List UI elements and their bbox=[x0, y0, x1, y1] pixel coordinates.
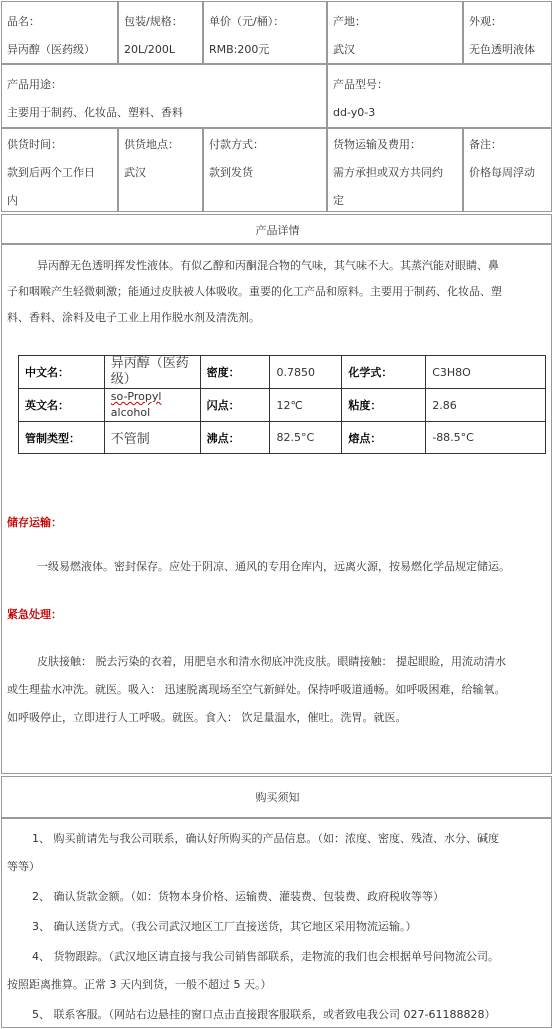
info-value: 武汉 bbox=[333, 43, 355, 56]
info-value: 价格每周浮动 bbox=[469, 166, 535, 179]
prop-key: 中文名： bbox=[19, 356, 105, 389]
emergency-line-1: 皮肤接触： 脱去污染的衣着，用肥皂水和清水彻底冲洗皮肤。眼睛接触： 提起眼睑，用流动清水 bbox=[37, 655, 506, 668]
info-value: 武汉 bbox=[124, 166, 146, 179]
purchase-line: 3、 确认送货方式。（我公司武汉地区工厂直接送货，其它地区采用物流运输。） bbox=[32, 920, 417, 933]
purchase-line: 等等） bbox=[7, 860, 40, 873]
prop-key: 熔点： bbox=[342, 422, 426, 454]
info-cell-model bbox=[327, 64, 552, 128]
intro-line-1: 异丙醇无色透明挥发性液体。有似乙醇和丙酮混合物的气味，其气味不大。其蒸汽能对眼睛、鼻 bbox=[37, 259, 499, 272]
intro-line-2: 子和咽喉产生轻微刺激；能通过皮肤被人体吸收。重要的化工产品和原料。主要用于制药、化妆品、塑 bbox=[7, 285, 502, 298]
emergency-title: 紧急处理： bbox=[7, 608, 62, 621]
purchase-body bbox=[1, 818, 552, 1028]
table-row bbox=[19, 389, 546, 422]
info-cell-supply-time bbox=[1, 128, 118, 212]
info-cell-name bbox=[1, 1, 118, 64]
info-value: dd-y0-3 bbox=[333, 106, 376, 119]
info-value: 20L/200L bbox=[124, 43, 175, 56]
prop-value-line: alcohol bbox=[110, 406, 151, 419]
table-row bbox=[19, 356, 546, 389]
prop-value: 0.7850 bbox=[270, 356, 342, 389]
info-label: 供货时间： bbox=[7, 138, 62, 151]
info-label: 供货地点： bbox=[124, 138, 179, 151]
info-value: 内 bbox=[7, 194, 18, 207]
info-label: 货物运输及费用： bbox=[333, 138, 421, 151]
prop-value-line: 异丙醇（医药 bbox=[110, 356, 189, 371]
info-cell-origin bbox=[327, 1, 463, 64]
info-cell-price bbox=[203, 1, 327, 64]
info-cell-usage bbox=[1, 64, 327, 128]
prop-key: 闪点： bbox=[200, 389, 270, 422]
prop-key: 粘度： bbox=[342, 389, 426, 422]
info-value: 定 bbox=[333, 194, 344, 207]
properties-table bbox=[18, 355, 546, 454]
table-row bbox=[19, 422, 546, 454]
info-label: 外观： bbox=[469, 15, 502, 28]
details-header bbox=[1, 214, 552, 244]
purchase-header bbox=[1, 776, 552, 818]
info-label: 包装/规格： bbox=[124, 15, 183, 28]
storage-title: 储存运输： bbox=[7, 516, 62, 529]
prop-value: C3H8O bbox=[426, 356, 546, 389]
purchase-title: 购买须知 bbox=[255, 791, 300, 804]
info-cell-package bbox=[118, 1, 203, 64]
info-value: 主要用于制药、化妆品、塑料、香料 bbox=[7, 106, 183, 119]
emergency-line-2: 或生理盐水冲洗。就医。吸入： 迅速脱离现场至空气新鲜处。保持呼吸道通畅。如呼吸困难，给输氧。 bbox=[7, 683, 506, 696]
prop-value-line: 级） bbox=[110, 372, 137, 387]
info-label: 产品用途： bbox=[7, 78, 62, 91]
info-label: 产品型号： bbox=[333, 78, 388, 91]
prop-value: 2.86 bbox=[426, 389, 546, 422]
prop-key: 管制类型： bbox=[19, 422, 105, 454]
purchase-line: 2、 确认货款金额。（如：货物本身价格、运输费、灌装费、包装费、政府税收等等） bbox=[32, 890, 444, 903]
info-cell-payment bbox=[203, 128, 327, 212]
prop-key: 化学式： bbox=[342, 356, 426, 389]
info-value: 款到后两个工作日 bbox=[7, 166, 95, 179]
purchase-line: 1、 购买前请先与我公司联系，确认好所购买的产品信息。（如：浓度、密度、残渣、水分、碱度 bbox=[32, 832, 499, 845]
info-label: 备注： bbox=[469, 138, 502, 151]
info-value: 无色透明液体 bbox=[469, 43, 535, 56]
prop-value: 82.5°C bbox=[270, 422, 342, 454]
prop-value bbox=[104, 356, 200, 389]
intro-line-3: 料、香料、涂料及电子工业上用作脱水剂及清洗剂。 bbox=[7, 311, 260, 324]
info-label: 付款方式： bbox=[209, 138, 264, 151]
info-cell-shipping bbox=[327, 128, 463, 212]
info-cell-appearance bbox=[463, 1, 552, 64]
storage-text: 一级易燃液体。密封保存。应处于阴凉、通风的专用仓库内，远离火源，按易燃化学品规定储运。 bbox=[37, 560, 510, 573]
details-body bbox=[1, 244, 552, 774]
prop-value-line: so-Propyl bbox=[110, 390, 162, 403]
info-value: RMB:200元 bbox=[209, 43, 270, 56]
prop-value: 12℃ bbox=[270, 389, 342, 422]
info-value: 需方承担或双方共同约 bbox=[333, 166, 443, 179]
purchase-line: 按照距离推算。正常 3 天内到货，一般不超过 5 天。） bbox=[7, 978, 272, 991]
info-value: 异丙醇（医药级） bbox=[7, 43, 95, 56]
prop-key: 密度： bbox=[200, 356, 270, 389]
info-value: 款到发货 bbox=[209, 166, 253, 179]
prop-value: -88.5°C bbox=[426, 422, 546, 454]
prop-value bbox=[104, 389, 200, 422]
purchase-line: 4、 货物跟踪。（武汉地区请直接与我公司销售部联系，走物流的我们也会根据单号问物流公司。 bbox=[32, 950, 499, 963]
emergency-line-3: 如呼吸停止，立即进行人工呼吸。就医。食入： 饮足量温水，催吐。洗胃。就医。 bbox=[7, 711, 407, 724]
info-label: 产地： bbox=[333, 15, 366, 28]
prop-key: 英文名： bbox=[19, 389, 105, 422]
prop-value: 不管制 bbox=[104, 422, 200, 454]
prop-key: 沸点： bbox=[200, 422, 270, 454]
info-label: 单价（元/桶）： bbox=[209, 15, 285, 28]
info-cell-note bbox=[463, 128, 552, 212]
info-label: 品名： bbox=[7, 15, 40, 28]
details-title: 产品详情 bbox=[255, 224, 300, 237]
info-cell-supply-place bbox=[118, 128, 203, 212]
purchase-line: 5、 联系客服。（网站右边悬挂的窗口点击直接跟客服联系，或者致电我公司 027-61188828） bbox=[32, 1008, 496, 1021]
